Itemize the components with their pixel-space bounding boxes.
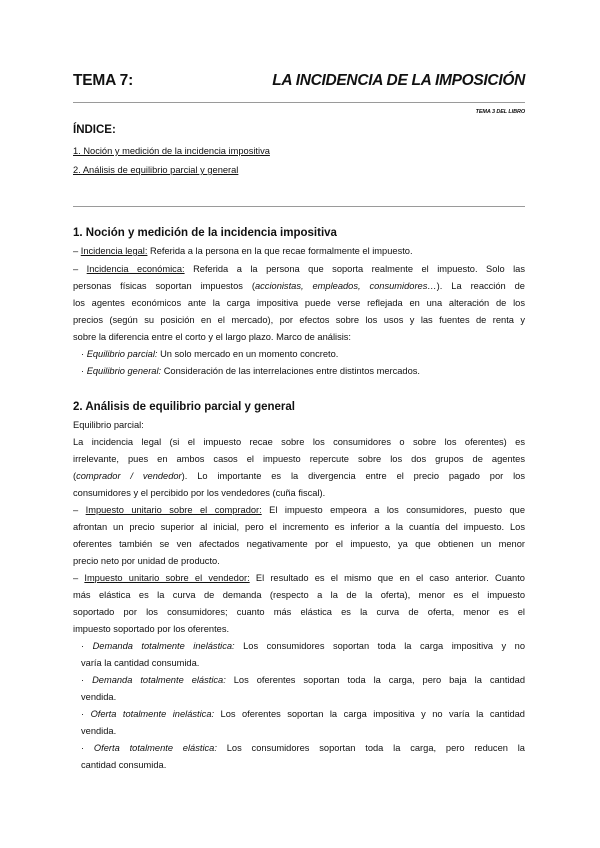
incidencia-economica-text: Referida a la persona que soporta realmente el impuesto. Solo las <box>184 264 525 274</box>
oferta-elastica-label: Oferta totalmente elástica: <box>93 743 217 753</box>
equilibrio-parcial-label: Equilibrio parcial: <box>86 349 158 359</box>
comprador-line-3: oferentes también se ven afectados negativamente por el impuesto, ya que obtienen un menor <box>73 539 525 549</box>
title-row <box>73 72 525 94</box>
incidencia-legal-text: Referida a la persona en la que recae formalmente el impuesto. <box>147 246 413 256</box>
text-fragment: personas físicas soportan impuestos ( <box>73 281 255 291</box>
section2-heading: 2. Análisis de equilibrio parcial y general <box>73 401 295 413</box>
section1-line-3 <box>73 280 525 292</box>
equilibrio-parcial-item: · Equilibrio parcial: Un solo mercado en un momento concreto. <box>81 349 339 359</box>
bullet-oferta-inelastica-1: · Oferta totalmente inelástica: Los oferentes soportan la carga impositiva y no varía la cantidad <box>81 709 525 719</box>
index-heading: ÍNDICE: <box>73 124 116 136</box>
equilibrio-general-item: · Equilibrio general: Consideración de las interrelaciones entre distintos mercados. <box>81 366 421 376</box>
bullet-demanda-elastica-1: · Demanda totalmente elástica: Los oferentes soportan toda la carga, pero baja la cantidad <box>81 675 525 685</box>
vendedor-line-1: – Impuesto unitario sobre el vendedor: El resultado es el mismo que en el caso anterior. Cuanto <box>73 573 525 583</box>
book-reference: TEMA 3 DEL LIBRO <box>475 109 525 115</box>
oferta-inelastica-label: Oferta totalmente inelástica: <box>90 709 215 719</box>
bullet-demanda-elastica-2: vendida. <box>81 692 117 702</box>
comprador-line-2: afrontan un precio superior al inicial, pero el incremento es inferior a la cuantía del impuesto. Los <box>73 522 525 532</box>
bullet-demanda-inelastica-2: varía la cantidad consumida. <box>81 658 200 668</box>
text-fragment: El impuesto empeora a los consumidores, puesto que <box>261 505 525 515</box>
vendedor-line-4: impuesto soportado por los oferentes. <box>73 624 230 634</box>
impuesto-comprador-label: Impuesto unitario sobre el comprador: <box>85 505 262 515</box>
text-fragment: Los oferentes soportan toda la carga, pero baja la cantidad <box>225 675 525 685</box>
incidencia-legal-label: Incidencia legal: <box>80 246 148 256</box>
index-item-1[interactable]: 1. Noción y medición de la incidencia impositiva <box>73 146 270 156</box>
bullet-demanda-inelastica-1: · Demanda totalmente inelástica: Los consumidores soportan toda la carga impositiva y no <box>81 641 525 651</box>
italic-fragment: comprador / vendedor <box>76 471 182 481</box>
equilibrio-parcial-text: Un solo mercado en un momento concreto. <box>157 349 339 359</box>
title-divider <box>73 102 525 103</box>
bullet-oferta-inelastica-2: vendida. <box>81 726 117 736</box>
comprador-line-4: precio neto por unidad de producto. <box>73 556 220 566</box>
incidencia-economica-label: Incidencia económica: <box>86 264 185 274</box>
bullet-oferta-elastica-2: cantidad consumida. <box>81 760 167 770</box>
chapter-title: LA INCIDENCIA DE LA IMPOSICIÓN <box>272 72 525 89</box>
text-fragment: ( <box>73 471 77 481</box>
text-fragment: ). La reacción de <box>436 281 525 291</box>
text-fragment: Los consumidores soportan toda la carga, pero reducen la <box>216 743 525 753</box>
section2-p1-line-1: La incidencia legal (si el impuesto recae sobre los consumidores o sobre los oferentes) es <box>73 437 525 447</box>
text-fragment: El resultado es el mismo que en el caso anterior. Cuanto <box>249 573 525 583</box>
index-divider <box>73 206 525 207</box>
bullet-oferta-elastica-1: · Oferta totalmente elástica: Los consumidores soportan toda la carga, pero reducen la <box>81 743 525 753</box>
chapter-number: TEMA 7: <box>73 72 134 89</box>
text-fragment: ). Lo importante es la divergencia entre el precio pagado por los <box>181 471 525 481</box>
demanda-inelastica-label: Demanda totalmente inelástica: <box>92 641 235 651</box>
index-item-2[interactable]: 2. Análisis de equilibrio parcial y general <box>73 165 239 175</box>
section1-line-4: los agentes económicos ante la carga impositiva puede verse reflejada en una alteración de los <box>73 298 525 308</box>
equilibrio-parcial-subheading: Equilibrio parcial: <box>73 420 144 430</box>
text-fragment: Los consumidores soportan toda la carga impositiva y no <box>234 641 525 651</box>
demanda-elastica-label: Demanda totalmente elástica: <box>92 675 226 685</box>
text-fragment: Los oferentes soportan la carga impositiva y no varía la cantidad <box>214 709 525 719</box>
section2-p1-line-2: irrelevante, pues en ambos casos el impuesto repercute sobre los dos grupos de agentes <box>73 454 525 464</box>
section2-p1-line-3 <box>73 470 525 482</box>
vendedor-line-3: soportado por los consumidores; cuanto más elástica es la curva de oferta, menor es el <box>73 607 525 617</box>
vendedor-line-2: más elástica es la curva de demanda (respecto a la de la oferta), menor es el impuesto <box>73 590 525 600</box>
section1-line-legal: – Incidencia legal: Referida a la persona en la que recae formalmente el impuesto. <box>73 246 413 256</box>
section1-line-5: precios (según su posición en el mercado), por efectos sobre los usos y las fuentes de renta y <box>73 315 525 325</box>
section1-line-6: sobre la diferencia entre el corto y el largo plazo. Marco de análisis: <box>73 332 352 342</box>
equilibrio-general-label: Equilibrio general: <box>86 366 162 376</box>
section1-heading: 1. Noción y medición de la incidencia impositiva <box>73 227 337 239</box>
comprador-line-1: – Impuesto unitario sobre el comprador: El impuesto empeora a los consumidores, puesto que <box>73 505 525 515</box>
italic-fragment: accionistas, empleados, consumidores… <box>254 281 437 291</box>
section1-line-eco: – Incidencia económica: Referida a la persona que soporta realmente el impuesto. Solo las <box>73 264 525 274</box>
section2-p1-line-4: consumidores y el percibido por los vendedores (cuña fiscal). <box>73 488 326 498</box>
impuesto-vendedor-label: Impuesto unitario sobre el vendedor: <box>84 573 250 583</box>
equilibrio-general-text: Consideración de las interrelaciones entre distintos mercados. <box>161 366 421 376</box>
